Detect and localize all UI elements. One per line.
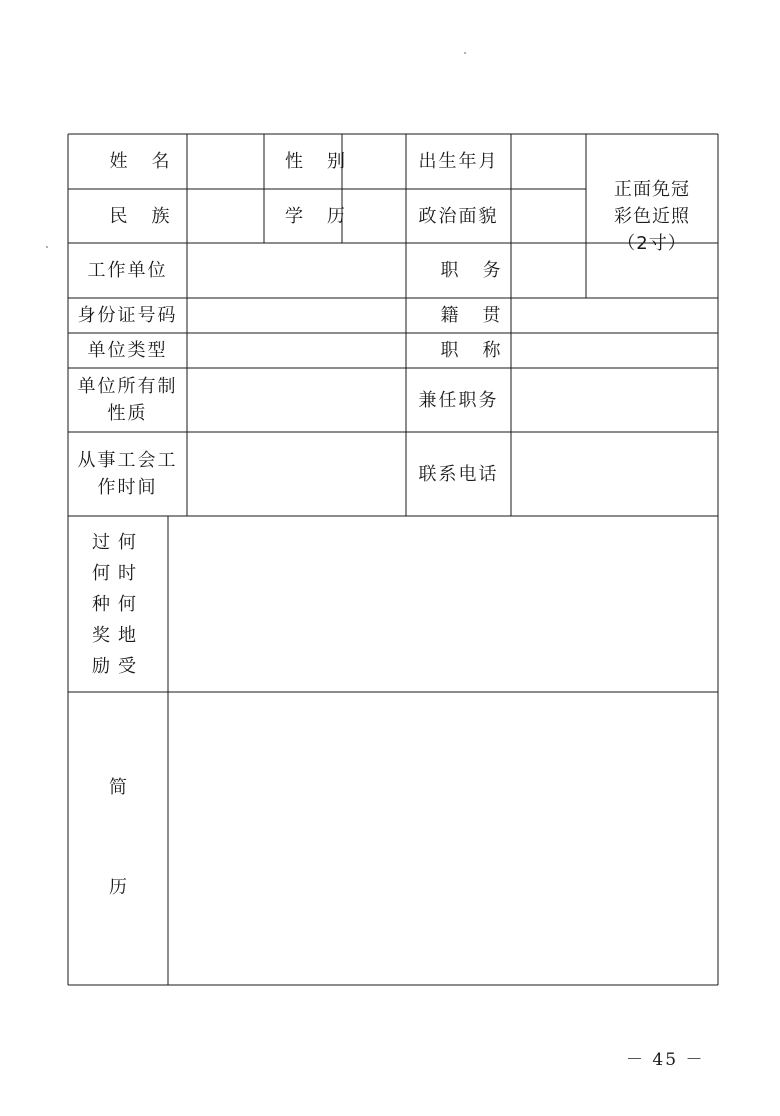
awards-line: 奖地 <box>92 624 144 646</box>
photo-line-1: 正面免冠 <box>614 178 690 200</box>
concurrent-post-label: 兼任职务 <box>418 389 499 411</box>
union-time-line-1: 从事工会工 <box>77 450 178 471</box>
photo-line-3: （2寸） <box>617 232 687 254</box>
phone-label: 联系电话 <box>418 463 499 485</box>
photo-placeholder <box>586 134 718 298</box>
union-work-time-label <box>68 432 187 516</box>
resume-char-2: 历 <box>109 876 127 898</box>
resume-char-1: 简 <box>109 776 127 798</box>
awards-line: 种何 <box>92 593 144 615</box>
title-label: 职称 <box>440 340 525 361</box>
union-time-line-2: 作时间 <box>97 477 158 498</box>
awards-line: 过何 <box>92 531 144 553</box>
awards-line: 励受 <box>92 655 144 677</box>
workplace-label: 工作单位 <box>87 260 168 281</box>
birth-label: 出生年月 <box>418 151 499 172</box>
scan-speck <box>46 246 48 248</box>
page-number: － 45 － <box>626 1050 705 1070</box>
id-number-label: 身份证号码 <box>77 305 178 326</box>
ownership-line-2: 性质 <box>107 403 148 424</box>
photo-line-2: 彩色近照 <box>614 205 690 227</box>
unit-type-label: 单位类型 <box>87 340 168 361</box>
awards-line: 何时 <box>92 562 144 584</box>
position-label: 职务 <box>440 260 525 281</box>
native-place-label: 籍贯 <box>440 305 525 326</box>
ownership-label <box>68 368 187 432</box>
scan-speck <box>464 52 466 54</box>
awards-label <box>68 516 168 692</box>
education-label: 学历 <box>285 205 369 227</box>
ethnicity-label: 民族 <box>109 205 194 227</box>
gender-label: 性别 <box>285 151 369 172</box>
political-label: 政治面貌 <box>418 205 499 227</box>
ownership-line-1: 单位所有制 <box>77 376 178 397</box>
name-label: 姓名 <box>109 151 194 172</box>
